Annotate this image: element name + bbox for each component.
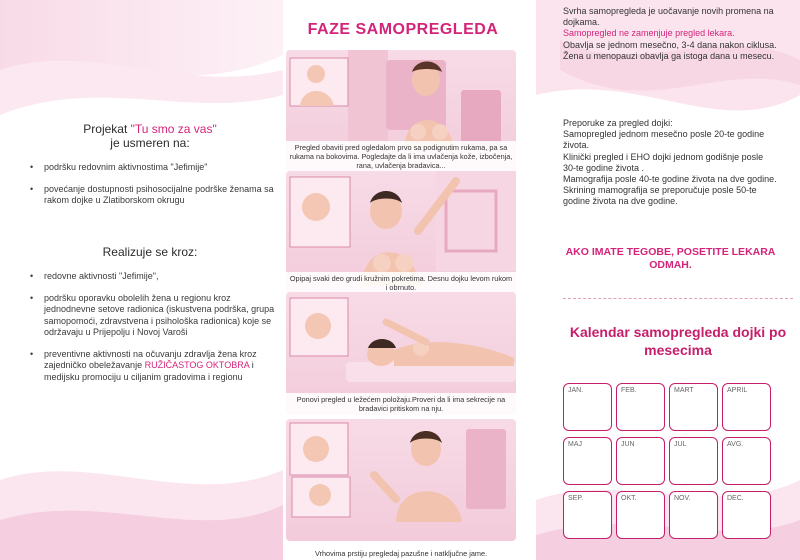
recommendation-item: Klinički pregled i EHO dojki jednom godišnje posle 30-te godine života .	[563, 151, 764, 173]
info-panel	[536, 0, 800, 560]
project-heading	[30, 122, 270, 150]
recommendation-item: Mamografija posle 40-te godine života na dve godine.	[563, 174, 777, 185]
list-item: • povećanje dostupnosti psihosocijalne podrške ženama sa rakom dojke u Zlatiborskom okrugu	[30, 184, 280, 207]
exam-step-4	[286, 419, 516, 558]
month-box-jul[interactable]: JUL	[669, 437, 718, 485]
list-item	[30, 349, 280, 384]
month-box-sep[interactable]: SEP.	[563, 491, 612, 539]
month-calendar	[563, 383, 786, 539]
armpit-exam-illustration	[286, 419, 516, 522]
item-text: preventivne aktivnosti na očuvanju zdravlja žena kroz zajedničko obeležavanje	[44, 348, 257, 370]
list-item: • redovne aktivnosti "Jefimije",	[30, 271, 280, 283]
recommendation-item: Skrining mamografija se preporučuje posle 50-te godine života na dve godine.	[563, 185, 757, 207]
purpose-line: Svrha samopregleda je uočavanje novih promena na dojkama.	[563, 6, 774, 28]
step-caption: Pregled obaviti pred ogledalom prvo sa podignutim rukama, pa sa rukama na bokovima. Pogledajte da li ima uvlačenja kože, izbočenja, rana, uvlačenja bradavica...	[286, 141, 516, 172]
list-item: • podršku oporavku obolelih žena u regionu kroz jednodnevne setove radionica (iskustvena podrška, grupa samopomoći, zdravstvena i psihološka radionica) koje se održavaju u Prijepolju i Novoj Varoši	[30, 293, 280, 339]
month-box-oct[interactable]: OKT.	[616, 491, 665, 539]
doctor-note: Samopregled ne zamenjuje pregled lekara.	[563, 28, 735, 39]
purpose-text	[563, 6, 778, 62]
step-caption: Vrhovima prstiju pregledaj pazušne i natključne jame.	[314, 549, 488, 558]
project-panel	[0, 0, 283, 560]
realized-list	[30, 271, 280, 393]
step-caption: Opipaj svaki deo grudi kružnim pokretima. Desnu dojku levom rukom i obrnuto.	[286, 272, 516, 294]
month-box-jan[interactable]: JAN.	[563, 383, 612, 431]
project-name: "Tu smo za vas"	[130, 122, 217, 136]
month-box-may[interactable]: MAJ	[563, 437, 612, 485]
month-box-nov[interactable]: NOV.	[669, 491, 718, 539]
month-box-aug[interactable]: AVG.	[722, 437, 771, 485]
panel-title: FAZE SAMOPREGLEDA	[307, 21, 499, 38]
exam-step-3	[286, 292, 516, 415]
recommendations-heading: Preporuke za pregled dojki:	[563, 118, 673, 128]
exam-step-1	[286, 50, 516, 172]
month-box-feb[interactable]: FEB.	[616, 383, 665, 431]
month-box-mar[interactable]: MART	[669, 383, 718, 431]
exam-step-2	[286, 171, 516, 294]
pink-october-highlight: RUŽIČASTOG OKTOBRA	[144, 360, 250, 370]
realized-heading: Realizuje se kroz:	[102, 245, 198, 259]
focus-list	[30, 162, 280, 217]
month-box-dec[interactable]: DEC.	[722, 491, 771, 539]
calendar-title: Kalendar samopregleda dojki po mesecima	[569, 324, 787, 358]
list-item: • podršku redovnim aktivnostima "Jefimije"	[30, 162, 280, 174]
item-text: i medijsku promociju u ciljanim gradovima i regionu	[44, 360, 254, 382]
dashed-divider	[563, 298, 793, 299]
month-box-jun[interactable]: JUN	[616, 437, 665, 485]
month-box-apr[interactable]: APRIL	[722, 383, 771, 431]
step-caption: Ponovi pregled u ležećem položaju.Proveri da li ima sekrecije na bradavici pritiskom na nju.	[286, 393, 516, 415]
recommendations	[563, 118, 778, 208]
menopause-line: Žena u menopauzi obavlja ga istoga dana u mesecu.	[563, 50, 775, 61]
recommendation-item: Samopregled jednom mesečno posle 20-te godine života.	[563, 129, 765, 151]
self-exam-panel	[283, 0, 536, 560]
project-suffix: je usmeren na:	[110, 136, 190, 150]
project-prefix: Projekat	[83, 122, 131, 136]
frequency-line: Obavlja se jednom mesečno, 3-4 dana nakon ciklusa.	[563, 39, 777, 50]
warning-text: AKO IMATE TEGOBE, POSETITE LEKARA ODMAH.	[565, 246, 776, 271]
